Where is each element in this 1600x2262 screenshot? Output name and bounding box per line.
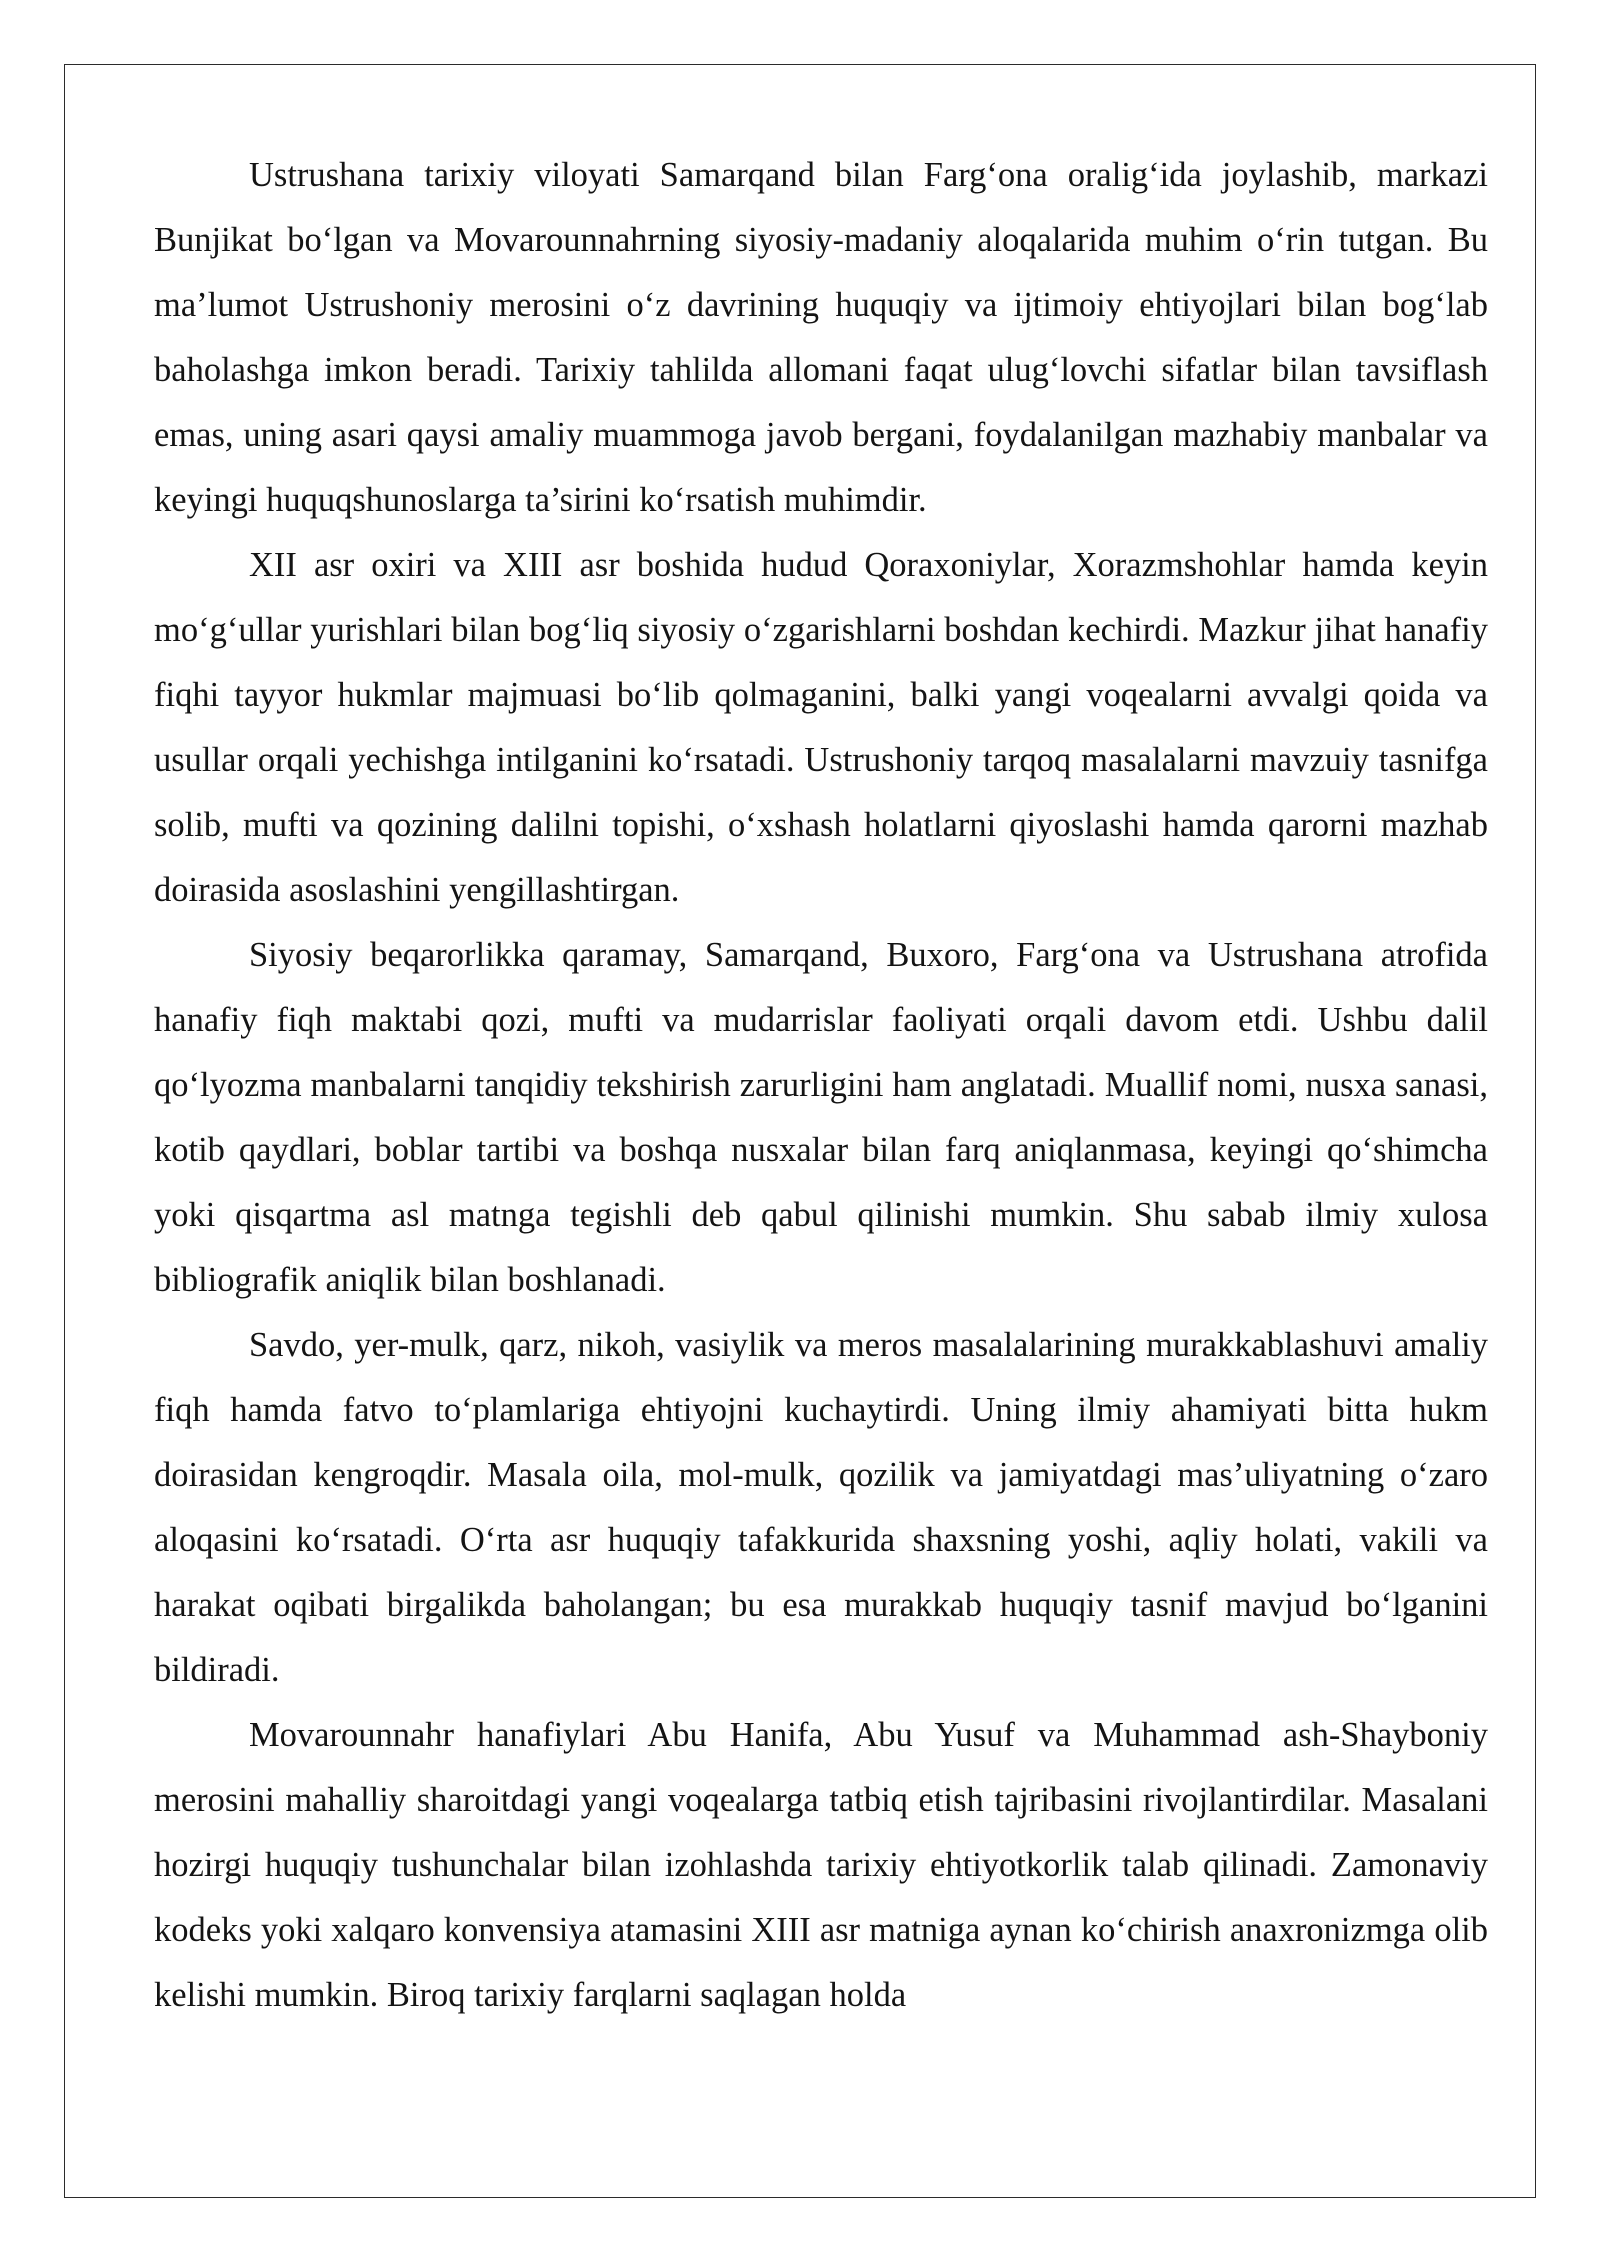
paragraph: Movarounnahr hanafiylari Abu Hanifa, Abu Yusuf va Muhammad ash-Shayboniy merosini mahalliy sharoitdagi yangi voqealarga tatbiq etish tajribasini rivojlantirdilar. Masalani hozirgi huquqiy tushunchalar bilan izohlashda tarixiy ehtiyotkorlik talab qilinadi. Zamonaviy kodeks yoki xalqaro konvensiya atamasini XIII asr matniga aynan ko‘chirish anaxronizmga olib kelishi mumkin. Biroq tarixiy farqlarni saqlagan holda <box>154 1716 1488 2014</box>
paragraph: XII asr oxiri va XIII asr boshida hudud Qoraxoniylar, Xorazmshohlar hamda keyin mo‘g‘ullar yurishlari bilan bog‘liq siyosiy o‘zgarishlarni boshdan kechirdi. Mazkur jihat hanafiy fiqhi tayyor hukmlar majmuasi bo‘lib qolmaganini, balki yangi voqealarni avvalgi qoida va usullar orqali yechishga intilganini ko‘rsatadi. Ustrushoniy tarqoq masalalarni mavzuiy tasnifga solib, mufti va qozining dalilni topishi, o‘xshash holatlarni qiyoslashi hamda qarorni mazhab doirasida asoslashini yengillashtirgan. <box>154 546 1488 909</box>
paragraph: Savdo, yer-mulk, qarz, nikoh, vasiylik va meros masalalarining murakkablashuvi amaliy fiqh hamda fatvo to‘plamlariga ehtiyojni kuchaytirdi. Uning ilmiy ahamiyati bitta hukm doirasidan kengroqdir. Masala oila, mol-mulk, qozilik va jamiyatdagi mas’uliyatning o‘zaro aloqasini ko‘rsatadi. O‘rta asr huquqiy tafakkurida shaxsning yoshi, aqliy holati, vakili va harakat oqibati birgalikda baholangan; bu esa murakkab huquqiy tasnif mavjud bo‘lganini bildiradi. <box>154 1326 1488 1689</box>
document-body <box>154 143 1488 2028</box>
paragraph: Siyosiy beqarorlikka qaramay, Samarqand, Buxoro, Farg‘ona va Ustrushana atrofida hanafiy fiqh maktabi qozi, mufti va mudarrislar faoliyati orqali davom etdi. Ushbu dalil qo‘lyozma manbalarni tanqidiy tekshirish zarurligini ham anglatadi. Muallif nomi, nusxa sanasi, kotib qaydlari, boblar tartibi va boshqa nusxalar bilan farq aniqlanmasa, keyingi qo‘shimcha yoki qisqartma asl matnga tegishli deb qabul qilinishi mumkin. Shu sabab ilmiy xulosa bibliografik aniqlik bilan boshlanadi. <box>154 936 1488 1299</box>
paragraph: Ustrushana tarixiy viloyati Samarqand bilan Farg‘ona oralig‘ida joylashib, markazi Bunjikat bo‘lgan va Movarounnahrning siyosiy-madaniy aloqalarida muhim o‘rin tutgan. Bu ma’lumot Ustrushoniy merosini o‘z davrining huquqiy va ijtimoiy ehtiyojlari bilan bog‘lab baholashga imkon beradi. Tarixiy tahlilda allomani faqat ulug‘lovchi sifatlar bilan tavsiflash emas, uning asari qaysi amaliy muammoga javob bergani, foydalanilgan mazhabiy manbalar va keyingi huquqshunoslarga ta’sirini ko‘rsatish muhimdir. <box>154 156 1488 519</box>
